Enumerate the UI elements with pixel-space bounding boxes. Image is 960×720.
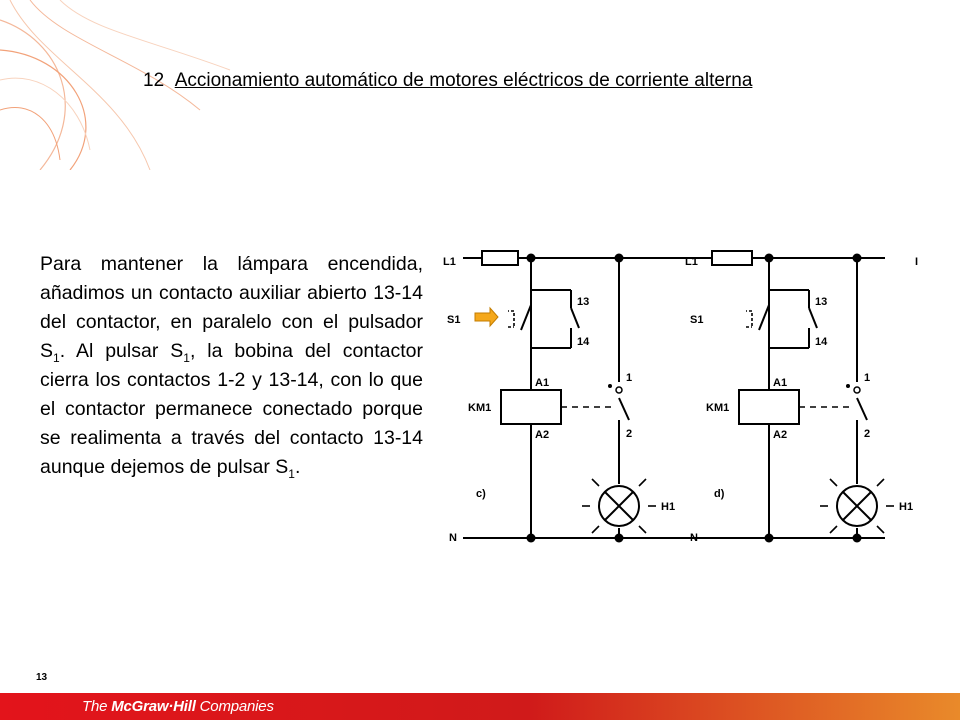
label-km1-c: KM1 [468,402,492,414]
label-edge-mark: I [915,256,919,268]
label-l1-d: L1 [685,256,698,268]
label-km1-d: KM1 [706,402,730,414]
page-number: 13 [36,672,48,683]
subscript-2: 1 [183,350,190,365]
subscript-3: 1 [288,466,295,481]
label-a2-d: A2 [773,429,788,441]
label-contact-2-c: 2 [626,428,633,440]
title-number: 12 [143,70,165,91]
label-panel-d: d) [714,488,725,500]
label-s1-c: S1 [447,314,461,326]
label-a1-c: A1 [535,377,550,389]
label-n-d: N [690,532,698,544]
logo-name: McGraw·Hill [111,698,196,715]
label-l1-c: L1 [443,256,456,268]
label-n: N [449,532,457,544]
logo-the: The [82,698,112,715]
label-14-d: 14 [815,336,828,348]
logo-companies: Companies [195,698,274,715]
circuit-diagram [440,240,940,560]
explanation-paragraph [40,250,423,482]
subscript-1: 1 [53,350,60,365]
label-s1-d: S1 [690,314,704,326]
paragraph-text-4: . [294,456,301,478]
label-contact-1-d: 1 [864,372,871,384]
paragraph-text-2: . Al pulsar S [59,340,184,362]
label-a1-d: A1 [773,377,788,389]
label-14-c: 14 [577,336,590,348]
publisher-logo [82,698,274,715]
label-h1-d: H1 [899,501,914,513]
label-13-c: 13 [577,296,590,308]
label-contact-1-c: 1 [626,372,633,384]
label-contact-2-d: 2 [864,428,871,440]
label-a2-c: A2 [535,429,550,441]
title-text: Accionamiento automático de motores eléctricos de corriente alterna [174,70,753,91]
circuit-panel-d [698,258,894,538]
label-panel-c: c) [476,488,486,500]
paragraph-text-3: , la bobina del contactor cierra los contactos 1-2 y 13-14, con lo que el contactor permanece conectado porque se realimenta a través del contacto 13-14 aunque dejemos de pulsar S [40,340,423,478]
page-title [143,70,752,92]
label-13-d: 13 [815,296,828,308]
paragraph-text-1: Para mantener la lámpara encendida, añadimos un contacto auxiliar abierto 13-14 del contactor, en paralelo con el pulsador S [40,253,423,362]
label-h1-c: H1 [661,501,676,513]
